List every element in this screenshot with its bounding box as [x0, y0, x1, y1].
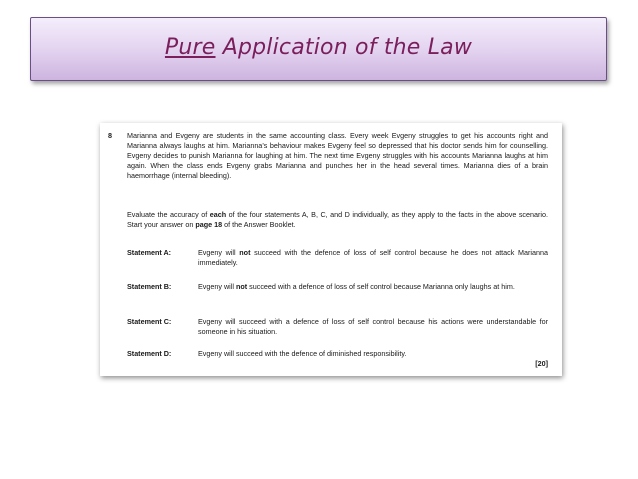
- statement-b-label: Statement B:: [127, 282, 172, 291]
- statement-b-pre: Evgeny will: [198, 282, 236, 291]
- slide-title: [31, 35, 606, 60]
- question-number: 8: [108, 131, 112, 140]
- statement-a-label: Statement A:: [127, 248, 172, 257]
- instruction-text-1: Evaluate the accuracy of: [127, 210, 210, 219]
- slide-title-box: [30, 17, 607, 81]
- title-underlined-word: Pure: [164, 35, 216, 60]
- statement-c-label: Statement C:: [127, 317, 172, 326]
- instruction-paragraph: [127, 210, 548, 230]
- statement-b-post: succeed with a defence of loss of self control because Marianna only laughs at him.: [247, 282, 515, 291]
- statement-b-text: [198, 282, 548, 292]
- statement-a-bold: not: [239, 248, 251, 257]
- title-rest: Application of the Law: [215, 35, 473, 60]
- instruction-bold-each: each: [209, 210, 227, 219]
- instruction-text-2: of the four statements A, B, C, and D individually, as they apply to the facts in the above scenario. Start your answer on: [127, 210, 548, 229]
- statement-c-pre: Evgeny will succeed with a defence of loss of self control because his actions were understandable for someone in his situation.: [198, 317, 548, 336]
- statement-a-text: [198, 248, 548, 268]
- marks-label: [20]: [535, 359, 548, 368]
- instruction-text-3: of the Answer Booklet.: [222, 219, 296, 229]
- statement-b-bold: not: [235, 282, 248, 291]
- statement-d-pre: Evgeny will succeed with the defence of diminished responsibility.: [198, 349, 407, 358]
- statement-d-text: [198, 349, 548, 359]
- statement-a-post: succeed with the defence of loss of self control because he does not attack Marianna immediately.: [198, 248, 548, 267]
- statement-a-pre: Evgeny will: [198, 248, 240, 257]
- statement-d-label: Statement D:: [127, 349, 172, 358]
- exam-question-image: [100, 123, 562, 376]
- scenario-paragraph: Marianna and Evgeny are students in the same accounting class. Every week Evgeny struggles to get his accounts right and Marianna always laughs at him. Marianna’s behaviour makes Evgeny feel so depressed that his doctor sends him for counselling. Evgeny decides to punish Marianna for laughing at him. The next time Evgeny struggles with his accounts Marianna laughs at him again. When the class ends Evgeny grabs Marianna and punches her in the head several times. Marianna dies of a brain haemorrhage (internal bleeding).: [127, 131, 548, 180]
- statement-c-text: [198, 317, 548, 337]
- instruction-bold-page: page 18: [195, 219, 223, 229]
